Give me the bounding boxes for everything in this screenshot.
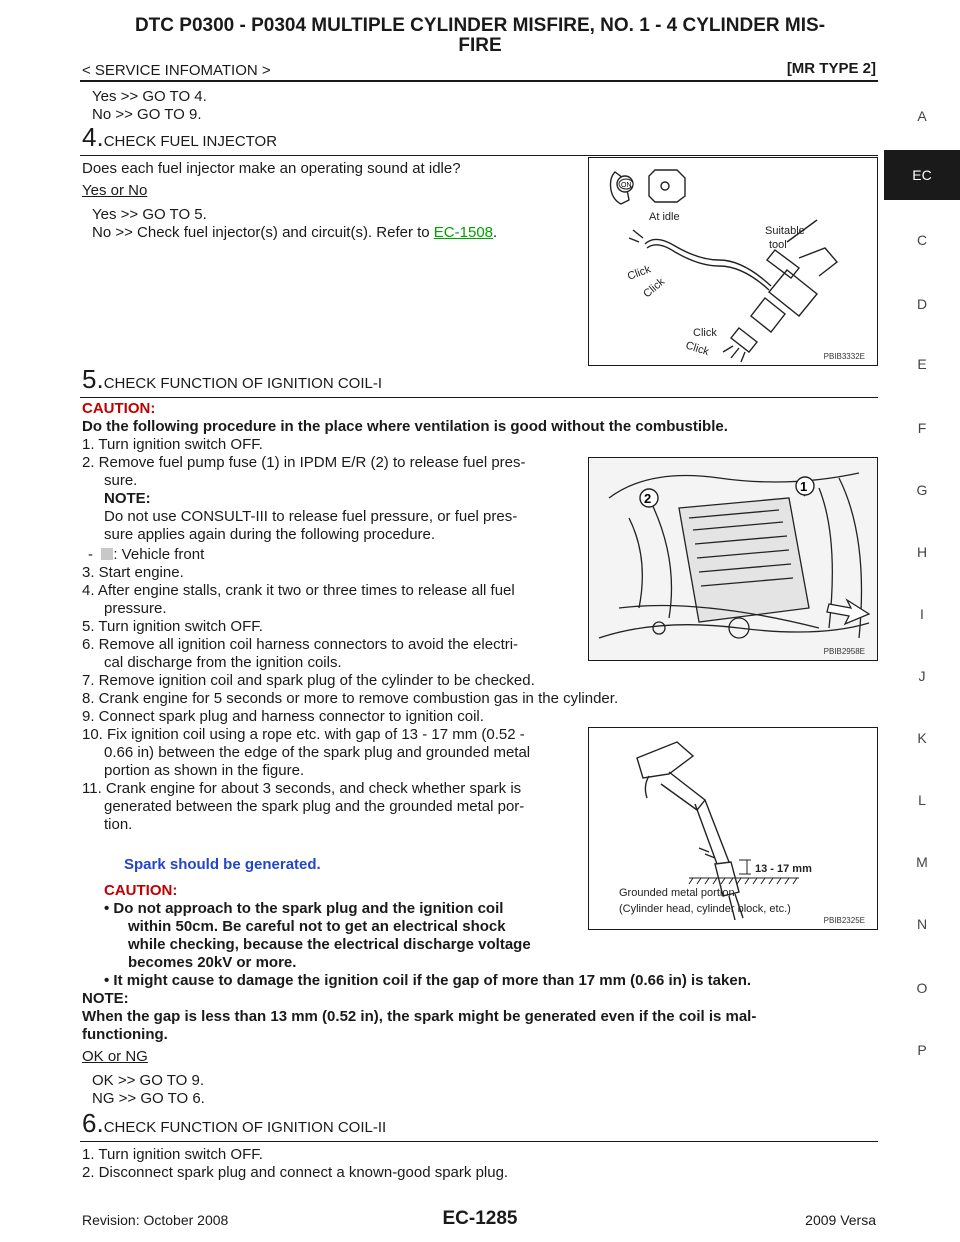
side-index-a[interactable]: A [917, 108, 927, 124]
side-index-e[interactable]: E [917, 356, 927, 372]
step-5-item-9: 9. Connect spark plug and harness connector to ignition coil. [82, 708, 484, 725]
ipdm-fuse-figure [588, 457, 878, 661]
suitable-tool-label-1: Suitable [765, 225, 805, 237]
model-label: [MR TYPE 2] [786, 60, 876, 77]
gap-label: 13 - 17 mm [755, 863, 812, 875]
result-yes: Yes >> GO TO 4. [92, 88, 207, 105]
side-index-p[interactable]: P [917, 1042, 927, 1058]
caution-2-text-2: within 50cm. Be careful not to get an electrical shock [128, 918, 506, 935]
grounded-label-1: Grounded metal portion [619, 887, 735, 899]
step-6-heading: 6.CHECK FUNCTION OF IGNITION COIL-II [82, 1108, 387, 1138]
step-5-choice: OK or NG [82, 1048, 148, 1065]
section-label: < SERVICE INFOMATION > [82, 62, 271, 79]
grounded-label-2: (Cylinder head, cylinder block, etc.) [619, 903, 791, 915]
step-5-item-1: 1. Turn ignition switch OFF. [82, 436, 263, 453]
caution-2-label: CAUTION: [104, 882, 178, 899]
step-5-item-5: 5. Turn ignition switch OFF. [82, 618, 263, 635]
ref-link-ec-1508[interactable]: EC-1508 [433, 224, 493, 241]
side-index-m[interactable]: M [916, 854, 928, 870]
side-index-k[interactable]: K [917, 730, 927, 746]
step-5-item-11-cont-1: generated between the spark plug and the grounded metal por- [104, 798, 525, 815]
step-5-item-4: 4. After engine stalls, crank it two or three times to release all fuel [82, 582, 515, 599]
step-4-choice: Yes or No [82, 182, 148, 199]
step-5-item-10: 10. Fix ignition coil using a rope etc. with gap of 13 - 17 mm (0.52 - [82, 726, 525, 743]
step-4-no: No >> Check fuel injector(s) and circuit(s). Refer to EC-1508. [92, 224, 498, 241]
caution-2-text-1: • Do not approach to the spark plug and the ignition coil [104, 900, 504, 917]
step-5-item-2: 2. Remove fuel pump fuse (1) in IPDM E/R (2) to release fuel pres- [82, 454, 526, 471]
note-2-text-1: When the gap is less than 13 mm (0.52 in), the spark might be generated even if the coil is mal- [82, 1008, 757, 1025]
step-5-item-4-cont: pressure. [104, 600, 167, 617]
caution-3-text: • It might cause to damage the ignition coil if the gap of more than 17 mm (0.66 in) is taken. [104, 972, 752, 989]
side-index-o[interactable]: O [916, 980, 928, 996]
caution-label: CAUTION: [82, 400, 156, 417]
side-index-j[interactable]: J [918, 668, 926, 684]
click-label-1: Click [625, 263, 653, 283]
header-rule [80, 80, 878, 82]
step-5-ok: OK >> GO TO 9. [92, 1072, 204, 1089]
step-5-item-3: 3. Start engine. [82, 564, 184, 581]
step-5-rule [80, 397, 878, 398]
side-index-i[interactable]: I [920, 606, 924, 622]
ignition-coil-illustration [589, 728, 878, 930]
side-index-n[interactable]: N [916, 916, 928, 932]
step-5-item-11-cont-2: tion. [104, 816, 133, 833]
side-index-l[interactable]: L [918, 792, 926, 808]
figure-id: PBIB2325E [823, 916, 865, 925]
note-text-1: Do not use CONSULT-III to release fuel pressure, or fuel pres- [104, 508, 518, 525]
vehicle-front-arrow [827, 600, 869, 624]
click-label-4: Click [684, 339, 711, 359]
step-6-item-2: 2. Disconnect spark plug and connect a known-good spark plug. [82, 1164, 509, 1181]
step-5-ng: NG >> GO TO 6. [92, 1090, 205, 1107]
side-index-d[interactable]: D [916, 296, 928, 312]
caution-text: Do the following procedure in the place where ventilation is good without the combustible. [82, 418, 728, 435]
revision-label: Revision: October 2008 [82, 1212, 229, 1228]
figure-id: PBIB2958E [823, 647, 865, 656]
svg-text:2: 2 [644, 491, 652, 506]
step-4-yes: Yes >> GO TO 5. [92, 206, 207, 223]
step-5-item-11: 11. Crank engine for about 3 seconds, and check whether spark is [82, 780, 522, 797]
side-index-ec[interactable]: EC [884, 150, 960, 200]
spec-text: Spark should be generated. [124, 856, 321, 873]
fuel-injector-figure [588, 157, 878, 366]
callout-2 [640, 489, 658, 507]
step-4-heading: 4.CHECK FUEL INJECTOR [82, 122, 278, 152]
step-5-item-2-cont: sure. [104, 472, 138, 489]
step-5-item-10-cont-1: 0.66 in) between the edge of the spark plug and grounded metal [104, 744, 531, 761]
side-index-c[interactable]: C [916, 232, 928, 248]
ipdm-er-illustration [589, 458, 878, 661]
figure-id: PBIB3332E [823, 352, 865, 361]
page-number: EC-1285 [442, 1208, 518, 1229]
at-idle-label: At idle [649, 211, 680, 223]
page-title: DTC P0300 - P0304 MULTIPLE CYLINDER MISFIRE, NO. 1 - 4 CYLINDER MIS- FIRE [134, 15, 826, 56]
step-5-heading: 5.CHECK FUNCTION OF IGNITION COIL-I [82, 364, 383, 394]
step-6-item-1: 1. Turn ignition switch OFF. [82, 1146, 263, 1163]
step-4-rule [80, 155, 878, 156]
suitable-tool-label-2: tool [769, 239, 787, 251]
step-5-item-6: 6. Remove all ignition coil harness connectors to avoid the electri- [82, 636, 519, 653]
note-label: NOTE: [104, 490, 151, 507]
step-5-item-7: 7. Remove ignition coil and spark plug of the cylinder to be checked. [82, 672, 535, 689]
fuel-injector-illustration [589, 158, 878, 366]
step-4-question: Does each fuel injector make an operating sound at idle? [82, 160, 461, 177]
svg-text:1: 1 [800, 479, 808, 494]
note-2-label: NOTE: [82, 990, 129, 1007]
result-no: No >> GO TO 9. [92, 106, 202, 123]
side-index-g[interactable]: G [916, 482, 928, 498]
click-label-3: Click [693, 327, 717, 339]
click-label-2: Click [641, 275, 668, 301]
side-index-h[interactable]: H [916, 544, 928, 560]
step-5-item-6-cont: cal discharge from the ignition coils. [104, 654, 342, 671]
arrow-legend-icon [101, 548, 113, 560]
svg-text:ON: ON [621, 182, 632, 189]
step-5-item-8: 8. Crank engine for 5 seconds or more to remove combustion gas in the cylinder. [82, 690, 619, 707]
ignition-coil-figure [588, 727, 878, 930]
vehicle-model: 2009 Versa [805, 1212, 876, 1228]
callout-1 [796, 477, 814, 495]
caution-2-text-3: while checking, because the electrical discharge voltage [128, 936, 531, 953]
vehicle-front-legend: - : Vehicle front [88, 546, 205, 563]
note-text-2: sure applies again during the following procedure. [104, 526, 436, 543]
side-index-f[interactable]: F [917, 420, 927, 436]
on-indicator [619, 179, 633, 189]
step-5-item-10-cont-2: portion as shown in the figure. [104, 762, 305, 779]
caution-2-text-4: becomes 20kV or more. [128, 954, 297, 971]
step-6-rule [80, 1141, 878, 1142]
note-2-text-2: functioning. [82, 1026, 168, 1043]
